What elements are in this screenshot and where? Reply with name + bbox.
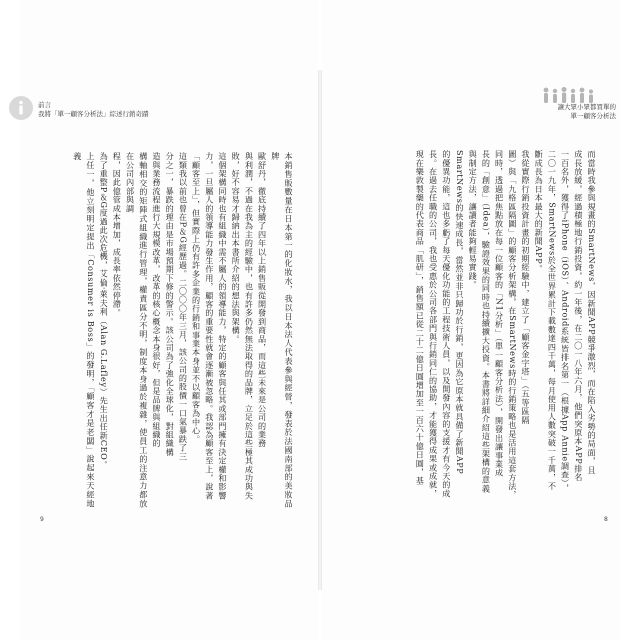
left-line: 與利潤，不過在我為主的經驗中，也有許多仍然無法取得的品牌，立足於這些極其成功與失 xyxy=(244,152,255,500)
left-header-label: 前言 xyxy=(38,101,51,109)
right-line: 長的「創意」（Idea），驗證效果的同時也持續擴大投資。本書將詳細介紹這些架構的意義 xyxy=(481,150,492,493)
left-line: 分之一，暴跌的理由是市場預期下修的警示。該公司為了強化全球化，對組織構 xyxy=(165,152,176,457)
right-line: 同時，透過把焦點放在每一位顧客的「N1分析」（單一顧客分析法），開發出讓事業成 xyxy=(494,150,505,478)
right-line: 長。在過去任職的公司，我也受惠於公司各部門與行銷同仁的協助，才能獲得成果或成就， xyxy=(428,150,439,498)
right-line: 成長放緩，經過積極地行銷投資，約一年後，在二〇一八年六月，他們突原本APP排名 xyxy=(573,150,584,482)
left-line: 「顧客至上」，但實際上仍有許多企業的行銷和事業本身並不以顧客為中心。 xyxy=(191,152,202,444)
right-line: 二〇一九年，SmartNews於全世界累計下載數達四千萬，每月使用人數突破一千萬，不 xyxy=(547,150,558,491)
info-circle-icon xyxy=(8,95,34,121)
book-gutter xyxy=(318,70,322,590)
left-line: 上任一，他立刻明定提出「Consumer is Boss」的發明，「顧客才是老闆」說起來天經地義 xyxy=(72,152,96,508)
left-line: 敗，好不容易才歸納出本書所介紹的想法與架構。 xyxy=(231,152,242,344)
left-line: 這類我以前也曾在P＆G經歷過。二〇〇〇年三月，該公司的股價一口氣暴跌了三 xyxy=(178,152,189,461)
left-header-title: 我將「單一顧客分析法」綜述行銷奇蹟 xyxy=(38,109,149,118)
right-line: SmartNews的快速成長，當然並非只歸功於行銷，更因為它原本就具備了新聞APP xyxy=(454,150,465,475)
left-running-header xyxy=(38,101,149,118)
right-line: 的優異功能，這也多虧了每天優化功能的工程技術人員，以及開發內容的支援才有今天的成 xyxy=(441,150,452,498)
right-header-line-1: 讓大眾小眾都買單的 xyxy=(557,103,616,111)
left-line: 構軸相交的矩陣式組織進行管理，權責區分不明，制度本身過於複雜，使員工的注意力都放在公司內部與調 xyxy=(125,152,149,508)
right-line: 斷成長為日本最大的新聞APP。 xyxy=(534,150,545,273)
left-line: 歐舒丹，徹底持續了四年以上銷售販從開發到商品，而這些未來是公司的業務 xyxy=(257,152,268,448)
left-line: 本銷售販數量在日本第一的化妝水，我以日本法人代表參與經營，發表於法國南部的美妝品牌 xyxy=(270,152,294,508)
left-line: 這個架構同時也有組織中需不屬人的領導能力，特定的顧客與任其或部門擁有決定權和影響 xyxy=(217,152,228,500)
left-line: 程，因此億管成本增加，成長率依然停滯。 xyxy=(112,152,123,318)
people-silhouettes-icon xyxy=(540,86,600,104)
left-line: 力，一旦屬人的領導能力發生作用，顧客的重要性就會逐漸被忽略。我認為顧客至上，說著 xyxy=(204,152,215,500)
left-line: 造與業務流程進行大規模改革，改革的核心概念本身很好，但是品牌與組織的 xyxy=(151,152,162,448)
left-page-number: 9 xyxy=(40,516,44,523)
right-body-text xyxy=(343,150,598,506)
right-page-number: 8 xyxy=(604,516,608,523)
right-line: 而當時我參與規畫的SmartNews，因新聞APP競爭激烈，而在陷入劣勢的局面，且 xyxy=(587,150,597,475)
right-line: 與制定方法，讓讀者能夠輕易實踐。 xyxy=(468,150,479,290)
right-line: 現在樂敦製藥的代表商品「肌研」，銷售額已從二十二億日圓增加至一百六十億日圓，基 xyxy=(415,150,426,486)
right-line: 一百名外，獲得了iPhone（iOS）、Android系統皆排名第一（根據App Annie調查）， xyxy=(560,150,571,493)
right-line: 我從實際行銷投資計畫的初期經驗中，建立了「顧客金字塔」（五等區隔 xyxy=(520,150,531,425)
left-body-text xyxy=(40,152,295,508)
right-line: 圖）與「九格區隔圖」的顧客分析架構，在SmartNews時的行銷策略也是活用這套方法， xyxy=(507,150,518,500)
right-header-line-2: 單一顧客分析法 xyxy=(570,111,616,120)
right-running-header xyxy=(558,103,617,120)
left-line: 為了重整P＆G度過此次危機，艾倫·萊夫利（Alan G.Lafley）先生出任新CEO。 xyxy=(99,152,110,470)
